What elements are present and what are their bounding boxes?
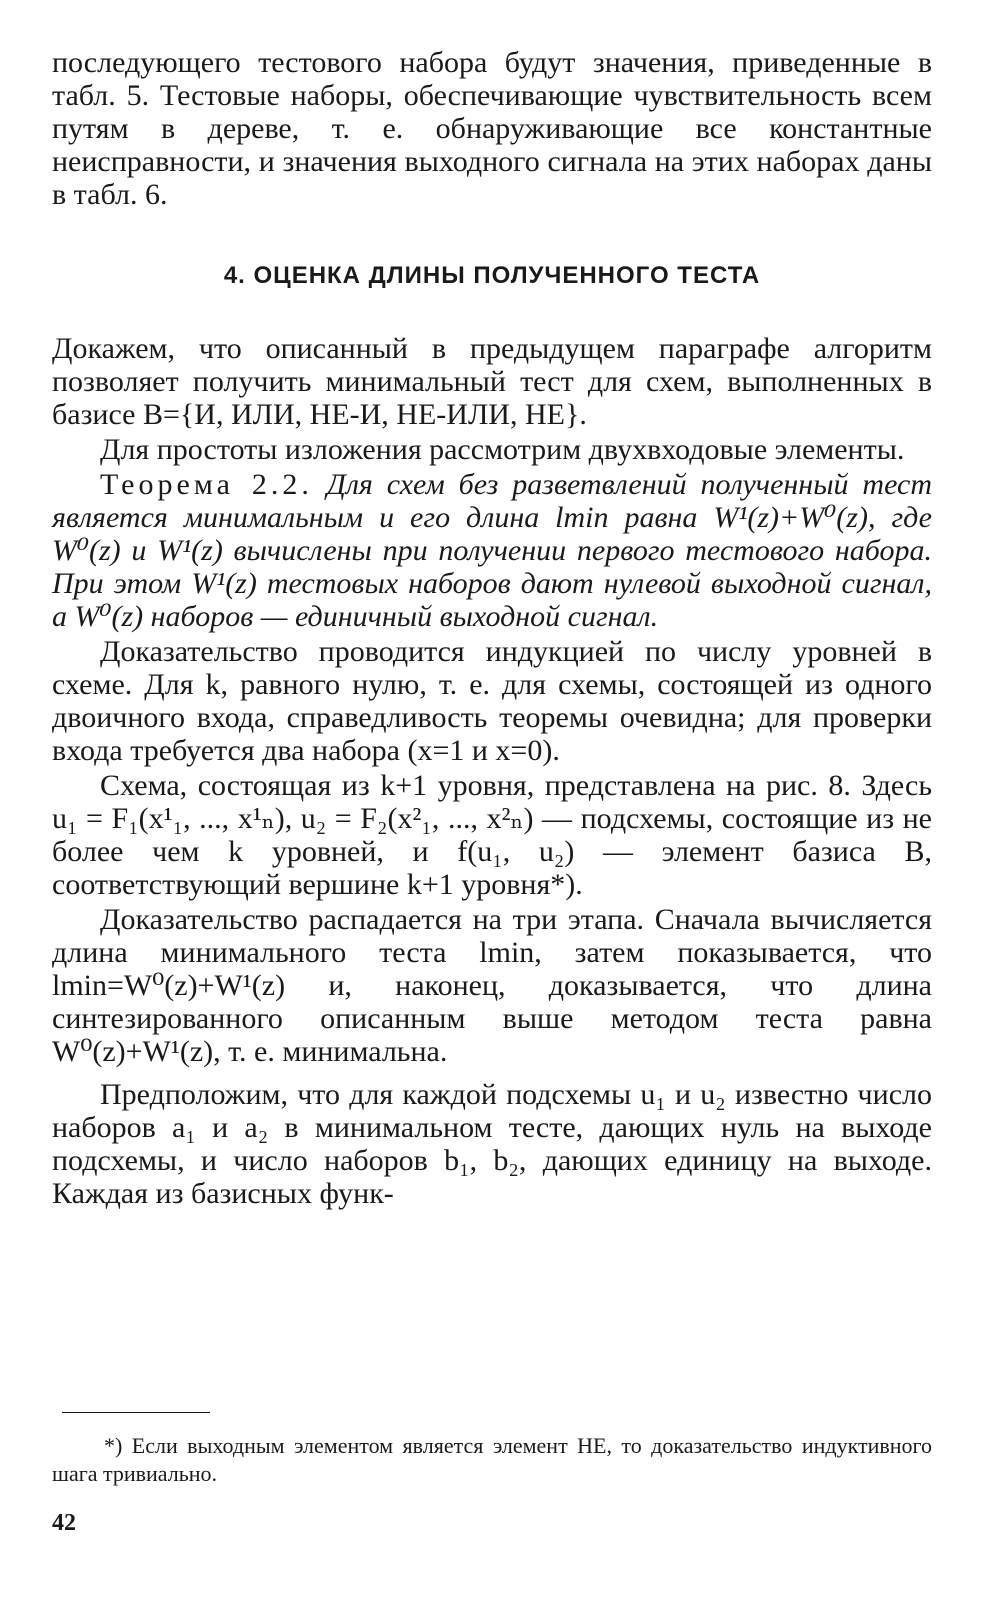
paragraph-5: Доказательство распадается на три этапа. Сначала вычисляется длина минимального теста lmin, затем показывается, что lmin=W⁰(z)+W¹(z) и, наконец, доказывается, что длина синтезированного описанным выше методом теста равна W⁰(z)+W¹(z), т. е. минимальна. xyxy=(52,903,932,1068)
page-number: 42 xyxy=(52,1510,76,1536)
theorem-text: Для схем без разветвлений полученный тест является минимальным и его длина lmin равна W¹(z)+W⁰(z), где W⁰(z) и W¹(z) вычислены при получении первого тестового набора. При этом W¹(z) тестовых наборов дают нулевой выходной сигнал, а W⁰(z) наборов — единичный выходной сигнал. xyxy=(52,468,932,633)
section-heading: 4. ОЦЕНКА ДЛИНЫ ПОЛУЧЕННОГО ТЕСТА xyxy=(223,262,761,289)
intro-paragraph: последующего тестового набора будут значения, приведенные в табл. 5. Тестовые наборы, обеспечивающие чувствительность всем путям в дереве, т. е. обнаруживающие все константные неисправности, и значения выходного сигнала на этих наборах даны в табл. 6. xyxy=(52,46,932,211)
theorem-label: Теорема 2.2. xyxy=(100,468,313,501)
intro-block xyxy=(52,46,932,211)
paragraph-3: Доказательство проводится индукцией по числу уровней в схеме. Для k, равного нулю, т. е. для схемы, состоящей из одного двоичного входа, справедливость теоремы очевидна; для проверки входа требуется два набора (x=1 и x=0). xyxy=(52,635,932,767)
footnote-rule xyxy=(62,1412,210,1413)
paragraph-1: Докажем, что описанный в предыдущем параграфе алгоритм позволяет получить минимальный тест для схем, выполненных в базисе B={И, ИЛИ, НЕ-И, НЕ-ИЛИ, НЕ}. xyxy=(52,332,932,431)
body-block xyxy=(52,332,932,1210)
theorem xyxy=(52,468,932,633)
paragraph-4: Схема, состоящая из k+1 уровня, представлена на рис. 8. Здесь u₁ = F₁(x¹₁, ..., x¹ₙ), u₂ = F₂(x²₁, ..., x²ₙ) — подсхемы, состоящие из не более чем k уровней, и f(u₁, u₂) — элемент базиса B, соответствующий вершине k+1 уровня*). xyxy=(52,769,932,901)
footnote: *) Если выходным элементом является элемент НЕ, то доказательство индуктивного шага тривиально. xyxy=(52,1433,932,1486)
paragraph-6: Предположим, что для каждой подсхемы u₁ и u₂ известно число наборов a₁ и a₂ в минимальном тесте, дающих нуль на выходе подсхемы, и число наборов b₁, b₂, дающих единицу на выходе. Каждая из базисных функ- xyxy=(52,1078,932,1210)
paragraph-2: Для простоты изложения рассмотрим двухвходовые элементы. xyxy=(100,433,905,466)
